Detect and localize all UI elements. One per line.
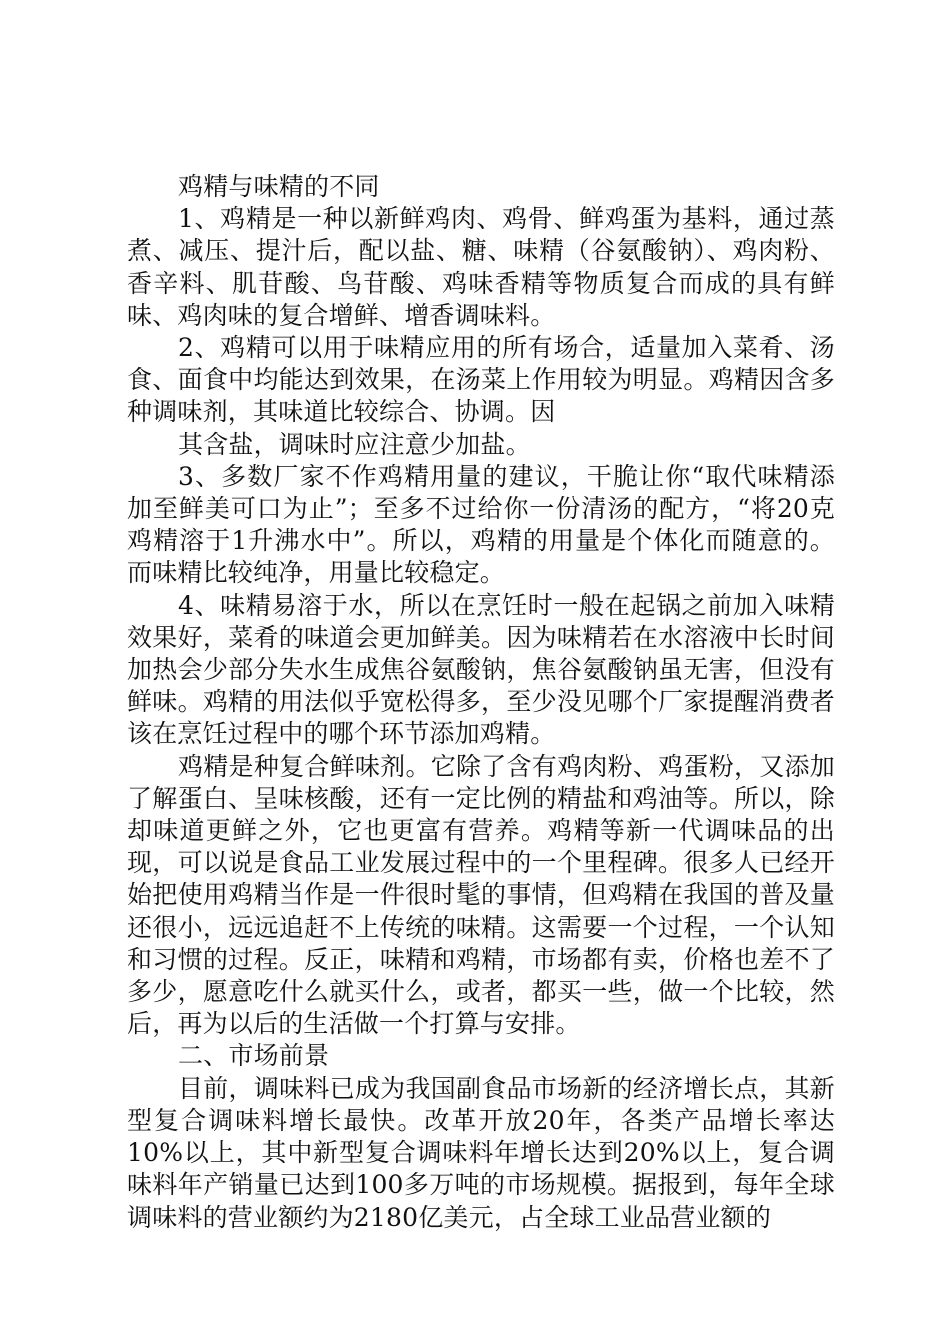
section-heading: 二、市场前景 <box>178 1041 330 1071</box>
paragraph: 其含盐，调味时应注意少加盐。 <box>178 429 531 459</box>
paragraph: 3、多数厂家不作鸡精用量的建议，干脆让你“取代味精添加至鲜美可口为止”；至多不过给你一份清汤的配方，“将20克鸡精溶于1升沸水中”。所以，鸡精的用量是个体化而随意的。而味精比较纯净，用量比较稳定。 <box>127 461 835 588</box>
paragraph: 鸡精是种复合鲜味剂。它除了含有鸡肉粉、鸡蛋粉，又添加了解蛋白、呈味核酸，还有一定比例的精盐和鸡油等。所以，除却味道更鲜之外，它也更富有营养。鸡精等新一代调味品的出现，可以说是食品工业发展过程中的一个里程碑。很多人已经开始把使用鸡精当作是一件很时髦的事情，但鸡精在我国的普及量还很小，远远追赶不上传统的味精。这需要一个过程，一个认知和习惯的过程。反正，味精和鸡精，市场都有卖，价格也差不了多少，愿意吃什么就买什么，或者，都买一些，做一个比较，然后，再为以后的生活做一个打算与安排。 <box>127 751 835 1039</box>
document-body <box>127 171 835 1234</box>
paragraph: 2、鸡精可以用于味精应用的所有场合，适量加入菜肴、汤食、面食中均能达到效果，在汤菜上作用较为明显。鸡精因含多种调味剂，其味道比较综合、协调。因 <box>127 333 835 427</box>
paragraph: 1、鸡精是一种以新鲜鸡肉、鸡骨、鲜鸡蛋为基料，通过蒸煮、减压、提汁后，配以盐、糖、味精（谷氨酸钠）、鸡肉粉、香辛料、肌苷酸、鸟苷酸、鸡味香精等物质复合而成的具有鲜味、鸡肉味的复合增鲜、增香调味料。 <box>127 204 835 330</box>
paragraph: 目前，调味料已成为我国副食品市场新的经济增长点，其新型复合调味料增长最快。改革开放20年，各类产品增长率达10%以上，其中新型复合调味料年增长达到20%以上，复合调味料年产销量已达到100多万吨的市场规模。据报到，每年全球调味料的营业额约为2180亿美元，占全球工业品营业额的 <box>127 1073 835 1232</box>
paragraph: 4、味精易溶于水，所以在烹饪时一般在起锅之前加入味精效果好，菜肴的味道会更加鲜美。因为味精若在水溶液中长时间加热会少部分失水生成焦谷氨酸钠，焦谷氨酸钠虽无害，但没有鲜味。鸡精的用法似乎宽松得多，至少没见哪个厂家提醒消费者该在烹饪过程中的哪个环节添加鸡精。 <box>127 590 835 749</box>
section-title: 鸡精与味精的不同 <box>178 172 380 201</box>
